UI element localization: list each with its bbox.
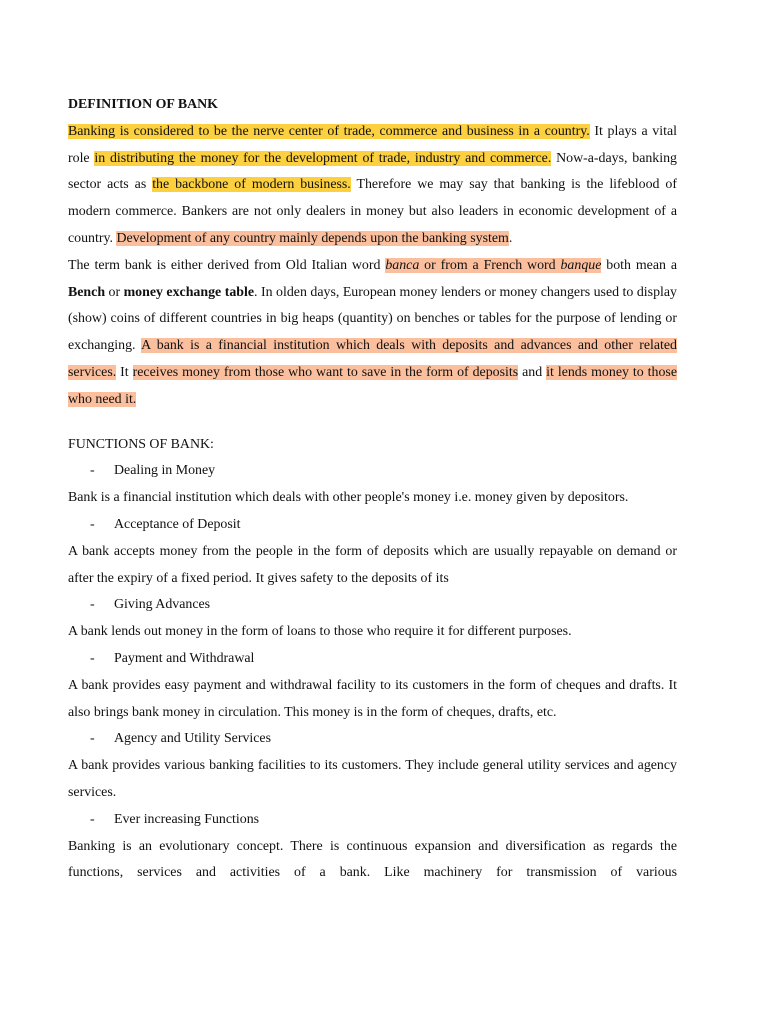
document-page [68,92,677,887]
function-label: Giving Advances [114,597,211,613]
function-label: Acceptance of Deposit [114,516,241,532]
function-label: Payment and Withdrawal [114,650,255,666]
function-description: Bank is a financial institution which deals with other people's money i.e. money given by depositors. [68,490,629,506]
function-description: A bank provides various banking facilities to its customers. They include general utility services and agency services. [68,758,677,800]
text-run: or [105,284,124,300]
highlight-yellow: in distributing the money for the development of trade, industry and commerce. [94,150,552,166]
dash-bullet: - [90,731,95,747]
function-description: A bank accepts money from the people in the form of deposits which are usually repayable on demand or after the expiry of a fixed period. It gives safety to the deposits of its [68,543,677,586]
highlight-yellow: Banking is considered to be the nerve center of trade, commerce and business in a country. [68,123,590,139]
highlight-orange: A bank is a financial institution which deals with deposits and advances and other related services. [68,338,677,380]
function-label: Dealing in Money [114,463,216,479]
function-item-label [68,458,677,485]
dash-bullet: - [90,650,95,666]
text-run: . [508,230,513,246]
text-run: both mean a [601,257,677,273]
italic-word: banca [385,257,420,273]
text-run: It plays a vital role [68,123,677,166]
highlight-orange: it lends money to those who need it. [68,364,677,407]
highlight-orange: Development of any country mainly depends upon the banking system [116,230,509,246]
function-description: A bank provides easy payment and withdrawal facility to its customers in the form of cheques and drafts. It also brings bank money in circulation. This money is in the form of cheques, drafts, etc. [68,677,677,720]
text-run: Now-a-days, banking sector acts as [68,150,677,193]
highlight-orange: receives money from those who want to save in the form of deposits [132,364,519,380]
definition-paragraph-1 [68,119,677,253]
dash-bullet: - [90,463,95,479]
function-label: Agency and Utility Services [114,731,272,747]
text-run: The term bank is either derived from Old Italian word [68,257,386,273]
function-item-label [68,646,677,673]
function-label: Ever increasing Functions [114,811,260,827]
text-run: and [518,364,547,380]
definition-paragraph-2 [68,253,677,414]
highlight-yellow: the backbone of modern business. [152,177,351,193]
bold-term: Bench [68,284,106,300]
bold-term: money exchange table [123,284,255,300]
function-description: A bank lends out money in the form of loans to those who require it for different purposes. [68,624,572,640]
section-gap [68,414,677,432]
text-run: or from a French word [419,257,561,273]
function-description: Banking is an evolutionary concept. There is continuous expansion and diversification as regards the functions, services and activities of a bank. Like machinery for transmission of various [68,838,677,881]
dash-bullet: - [90,597,95,613]
function-item-label [68,512,677,539]
function-item-label [68,726,677,753]
function-item-label [68,592,677,619]
definition-heading: DEFINITION OF BANK [68,97,218,112]
function-item-label [68,807,677,834]
highlight-orange [385,258,601,273]
text-run: Therefore we may say that banking is the lifeblood of modern commerce. Bankers are not only dealers in money but also leaders in economic development of a country. [68,177,677,246]
italic-word: banque [560,257,602,273]
text-run: It [116,364,133,380]
dash-bullet: - [90,516,95,532]
functions-title: FUNCTIONS OF BANK: [68,436,214,452]
functions-list [68,458,677,887]
text-run: . In olden days, European money lenders or money changers used to display (show) coins of different countries in big heaps (quantity) on benches or tables for the purpose of lending or exchanging. [68,284,677,354]
dash-bullet: - [90,811,95,827]
